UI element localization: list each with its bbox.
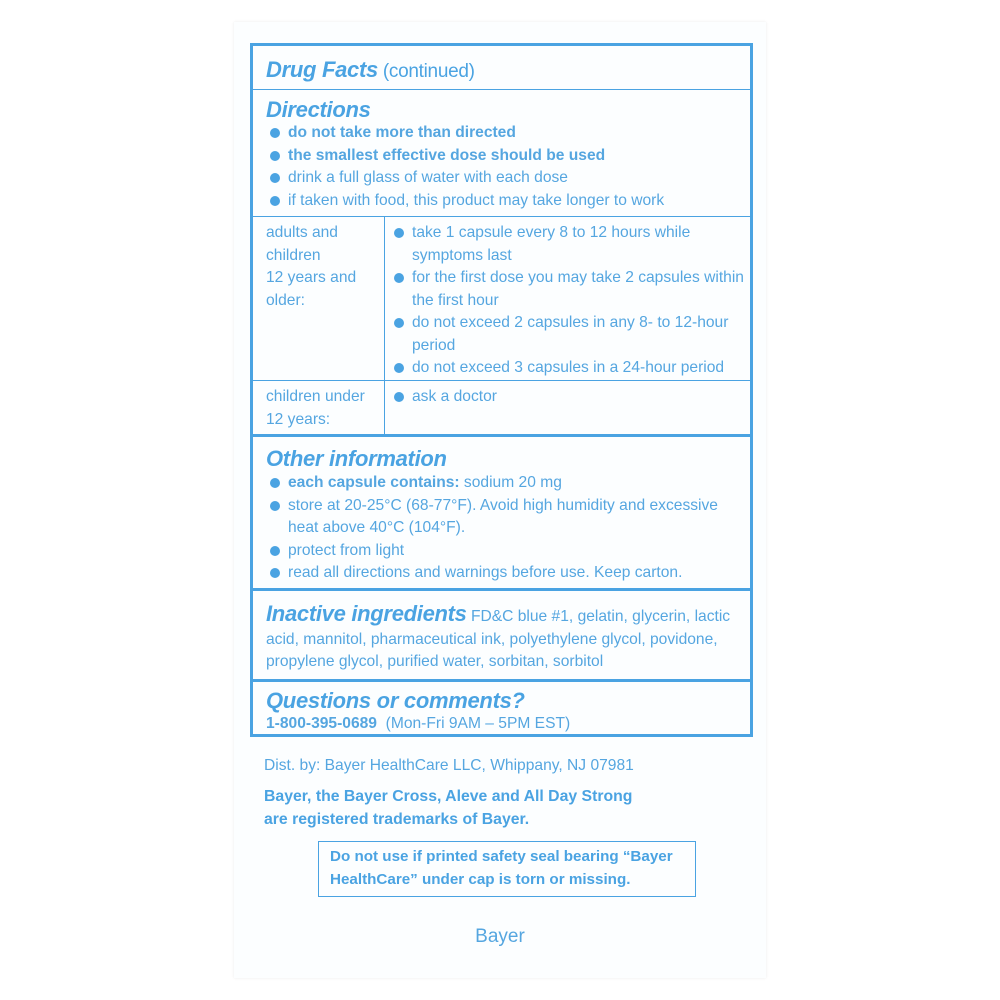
drug-facts-header: [266, 57, 750, 85]
divider: [253, 216, 750, 217]
list-item: ask a doctor: [390, 386, 744, 409]
questions-section: [266, 688, 744, 736]
list-item: each capsule contains: sodium 20 mg: [266, 472, 744, 495]
safety-seal-warning: Do not use if printed safety seal bearing “Bayer HealthCare” under cap is torn or missing.: [318, 841, 696, 897]
list-item: do not take more than directed: [266, 122, 744, 145]
adults-dosage: [390, 222, 744, 380]
directions-title: Directions: [266, 97, 371, 122]
other-information-section: [266, 446, 744, 585]
phone-number: 1-800-395-0689: [266, 715, 377, 732]
brand-name: Bayer: [475, 926, 525, 947]
inactive-ingredients-text: FD&C blue #1, gelatin, glycerin, lactic acid, mannitol, pharmaceutical ink, polyethylene glycol, povidone, propylene glycol, purified water, sorbitan, sorbitol: [266, 608, 731, 670]
list-item: store at 20-25°C (68-77°F). Avoid high humidity and excessive heat above 40°C (104°F).: [266, 495, 744, 540]
table-column-divider: [384, 216, 385, 434]
phone-hours: (Mon-Fri 9AM – 5PM EST): [376, 715, 571, 732]
list-item: for the first dose you may take 2 capsules within the first hour: [390, 267, 744, 312]
list-item: read all directions and warnings before use. Keep carton.: [266, 562, 744, 585]
other-information-title: Other information: [266, 446, 447, 471]
section-divider: [253, 434, 750, 437]
inactive-ingredients-title: Inactive ingredients: [266, 601, 467, 626]
adults-label: adults and children 12 years and older:: [266, 224, 357, 309]
drug-facts-panel: [250, 43, 753, 737]
questions-title: Questions or comments?: [266, 688, 525, 713]
list-item: protect from light: [266, 540, 744, 563]
children-dosage: [390, 386, 744, 409]
trademark-text: Bayer, the Bayer Cross, Aleve and All Day Strong are registered trademarks of Bayer.: [264, 788, 633, 828]
children-label: children under 12 years:: [266, 388, 365, 428]
section-divider: [253, 679, 750, 682]
list-item: if taken with food, this product may take longer to work: [266, 190, 744, 213]
inactive-ingredients-section: [266, 601, 744, 674]
list-item: the smallest effective dose should be used: [266, 145, 744, 168]
divider: [253, 380, 750, 381]
directions-section: [266, 97, 744, 212]
list-item: take 1 capsule every 8 to 12 hours while symptoms last: [390, 222, 744, 267]
list-item: drink a full glass of water with each dose: [266, 167, 744, 190]
drug-facts-continued: (continued): [377, 61, 475, 82]
drug-facts-title: Drug Facts: [266, 57, 378, 82]
section-divider: [253, 588, 750, 591]
distributor-text: Dist. by: Bayer HealthCare LLC, Whippany, NJ 07981: [264, 757, 634, 774]
list-item: do not exceed 2 capsules in any 8- to 12-hour period: [390, 312, 744, 357]
divider: [253, 89, 750, 90]
list-item: do not exceed 3 capsules in a 24-hour period: [390, 357, 744, 380]
directions-list: [266, 122, 744, 212]
